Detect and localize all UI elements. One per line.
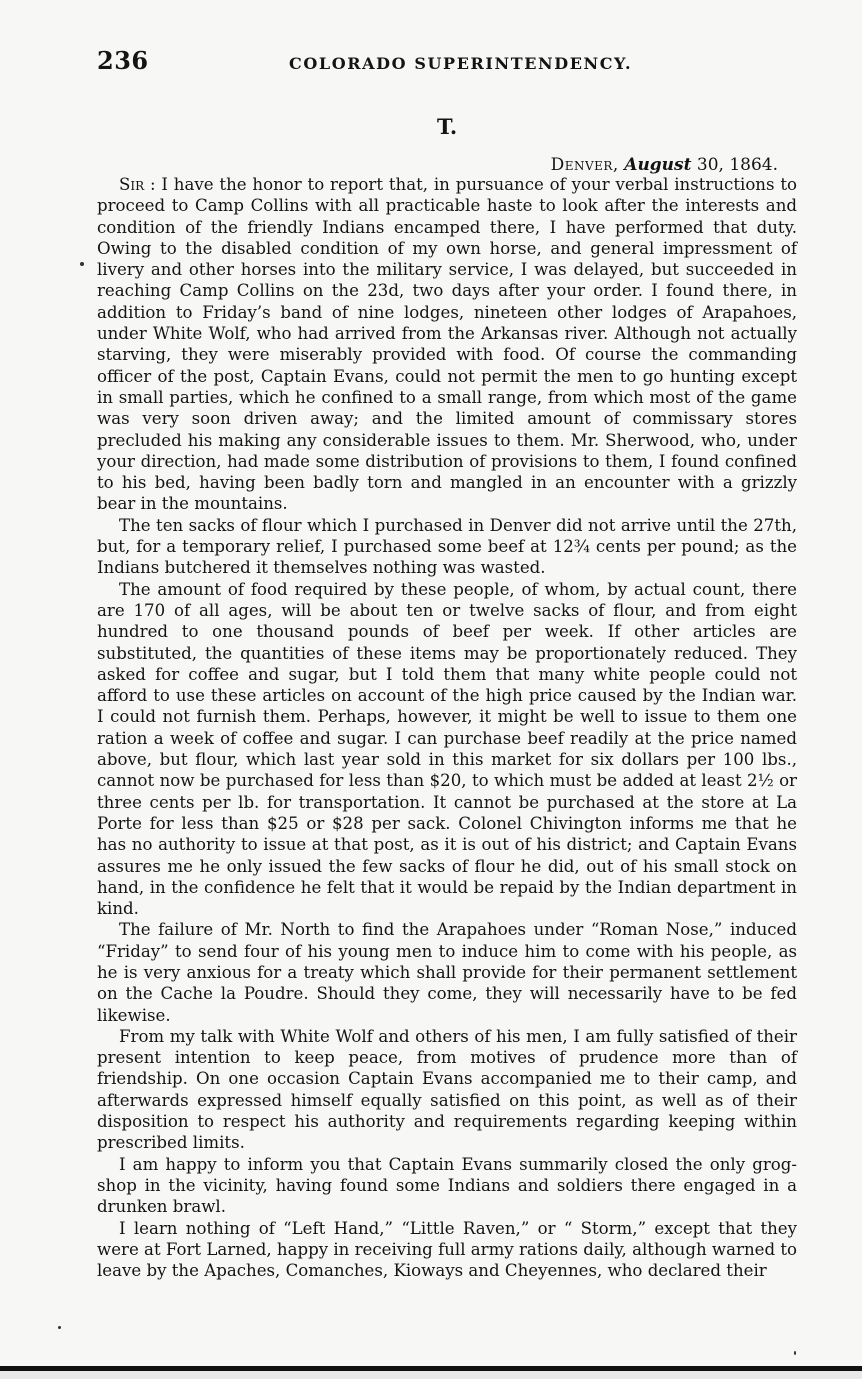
bottom-edge: [0, 1366, 862, 1371]
salutation: Sir :: [119, 175, 156, 194]
paragraph: I am happy to inform you that Captain Evans summarily closed the only grog-shop in the vicinity, having found some Indians and soldiers there engaged in a drunken brawl.: [97, 1154, 797, 1217]
page-number: 236: [97, 46, 149, 75]
paragraph: From my talk with White Wolf and others of his men, I am fully satisfied of their present intention to keep peace, from motives of prudence more than of friendship. On one occasion Captain Evans accompanied me to their camp, and afterwards expressed himself equally satisfied on this point, as well as of their disposition to respect his authority and requirements regarding keeping within prescribed limits.: [97, 1026, 797, 1153]
section-letter: T.: [437, 114, 458, 139]
dateline-month: August: [624, 155, 692, 175]
paragraph: I learn nothing of “Left Hand,” “Little Raven,” or “ Storm,” except that they were at Fort Larned, happy in receiving full army rations daily, although warned to leave by the Apaches, Comanches, Kioways and Cheyennes, who declared their: [97, 1218, 798, 1281]
paragraph: The failure of Mr. North to find the Arapahoes under “Roman Nose,” induced “Friday” to send four of his young men to induce him to come with his people, as he is very anxious for a treaty which shall provide for their permanent settlement on the Cache la Poudre. Should they come, they will necessarily have to be fed likewise.: [97, 920, 797, 1025]
ink-speck: [80, 262, 84, 266]
running-head: COLORADO SUPERINTENDENCY.: [289, 54, 633, 73]
letter-body: [97, 174, 797, 1281]
paragraph: [97, 174, 797, 515]
dateline: [551, 155, 778, 175]
paragraph: The ten sacks of flour which I purchased in Denver did not arrive until the 27th, but, for a temporary relief, I purchased some beef at 12¾ cents per pound; as the Indians butchered it themselves nothing was wasted.: [97, 515, 797, 578]
paragraph: The amount of food required by these people, of whom, by actual count, there are 170 of all ages, will be about ten or twelve sacks of flour, and from eight hundred to one thousand pounds of beef per week. If other articles are substituted, the quantities of these items may be proportionately reduced. They asked for coffee and sugar, but I told them that many white people could not afford to use these articles on account of the high price caused by the Indian war. I could not furnish them. Perhaps, however, it might be well to issue to them one ration a week of coffee and sugar. I can purchase beef readily at the price named above, but flour, which last year sold in this market for six dollars per 100 lbs., cannot now be purchased for less than $20, to which must be added at least 2½ or three cents per lb. for transportation. It cannot be purchased at the store at La Porte for less than $25 or $28 per sack. Colonel Chivington informs me that he has no authority to issue at that post, as it is out of his district; and Captain Evans assures me he only issued the few sacks of flour he did, out of his small stock on hand, in the confidence he felt that it would be repaid by the Indian department in kind.: [97, 579, 797, 919]
paragraph-text: I have the honor to report that, in pursuance of your verbal instructions to proceed to Camp Collins with all practicable haste to look after the interests and condition of the friendly Indians encamped there, I have performed that duty. Owing to the disabled condition of my own horse, and general impressment of livery and other horses into the military service, I was delayed, but succeeded in reaching Camp Collins on the 23d, two days after your order. I found there, in addition to Friday’s band of nine lodges, nineteen other lodges of Arapahoes, under White Wolf, who had arrived from the Arkansas river. Although not actually starving, they were miserably provided with food. Of course the commanding officer of the post, Captain Evans, could not permit the men to go hunting except in small parties, which he confined to a small range, from which most of the game was very soon driven away; and the limited amount of commissary stores precluded his making any considerable issues to them. Mr. Sherwood, who, under your direction, had made some distribution of provisions to them, I found confined to his bed, having been badly torn and mangled in an encounter with a grizzly bear in the mountains.: [97, 175, 798, 514]
ink-speck: [58, 1326, 61, 1329]
dateline-city: Denver,: [550, 155, 619, 175]
ink-speck: [794, 1351, 796, 1355]
page-header: [97, 46, 797, 78]
dateline-date: 30, 1864.: [691, 155, 778, 175]
